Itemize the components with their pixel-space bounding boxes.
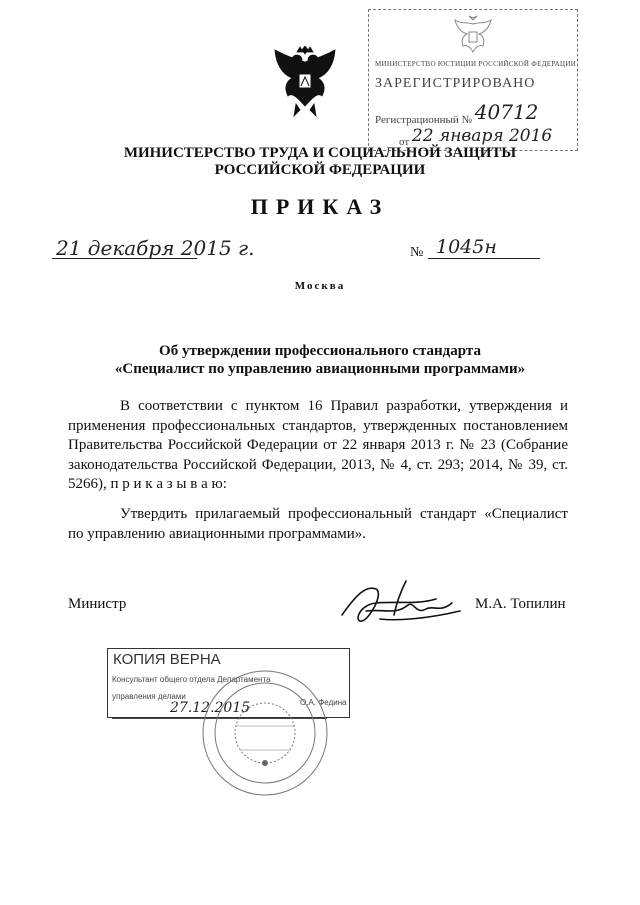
reg-number-value: 40712 (474, 100, 539, 124)
copy-stamp-line-1: Консультант общего отдела Департамента (112, 675, 271, 684)
order-title-line-1: Об утверждении профессионального стандарта (159, 343, 481, 359)
ministry-name (0, 145, 640, 179)
ministry-line-1: МИНИСТЕРСТВО ТРУДА И СОЦИАЛЬНОЙ ЗАЩИТЫ (123, 145, 517, 161)
copy-stamp-title: КОПИЯ ВЕРНА (113, 651, 221, 668)
order-number: 1045н (436, 236, 497, 258)
copy-stamp-line-2: управления делами (112, 692, 186, 701)
date-underline (52, 258, 197, 259)
reg-number-label: Регистрационный № (375, 114, 473, 126)
body-paragraph-1: В соответствии с пунктом 16 Правил разработки, утверждения и применения профессиональных стандартов, утвержденных постановлением Правительства Российской Федерации от 22 января 2013 г. № 23 (Собрание законодательства Российской Федерации, 2013, № 4, ст. 293; 2014, № 39, ст. 5266), п р и к а з ы в а ю: (68, 398, 568, 492)
order-title-line-2: «Специалист по управлению авиационными программами» (114, 361, 526, 377)
number-underline (428, 258, 540, 259)
order-title (60, 342, 580, 378)
city: Москва (294, 280, 346, 292)
copy-stamp-date: 27.12.2015 (170, 700, 251, 716)
reg-stamp-number-row (375, 100, 571, 128)
number-sign: № (410, 245, 424, 260)
reg-date-label: от (399, 136, 410, 148)
reg-stamp-ministry: МИНИСТЕРСТВО ЮСТИЦИИ РОССИЙСКОЙ ФЕДЕРАЦИИ (375, 60, 577, 68)
body-paragraph-2: Утвердить прилагаемый профессиональный стандарт «Специалист по управлению авиационными программами». (68, 506, 568, 542)
registration-stamp (368, 9, 578, 151)
round-seal-icon (200, 668, 330, 798)
ministry-line-2: РОССИЙСКОЙ ФЕДЕРАЦИИ (214, 162, 426, 178)
coat-of-arms-icon (272, 46, 338, 120)
order-date: 21 декабря 2015 г. (56, 236, 255, 260)
emblem-small-icon (451, 14, 495, 56)
minister-signature-icon (336, 575, 468, 635)
reg-stamp-status: ЗАРЕГИСТРИРОВАНО (375, 76, 536, 91)
copy-stamp-initials: О.А. Федина (300, 698, 347, 707)
reg-date-value: 22 января 2016 (411, 126, 553, 146)
document-type: ПРИКАЗ (250, 194, 390, 219)
minister-name: М.А. Топилин (475, 596, 566, 612)
minister-title: Министр (68, 596, 127, 612)
